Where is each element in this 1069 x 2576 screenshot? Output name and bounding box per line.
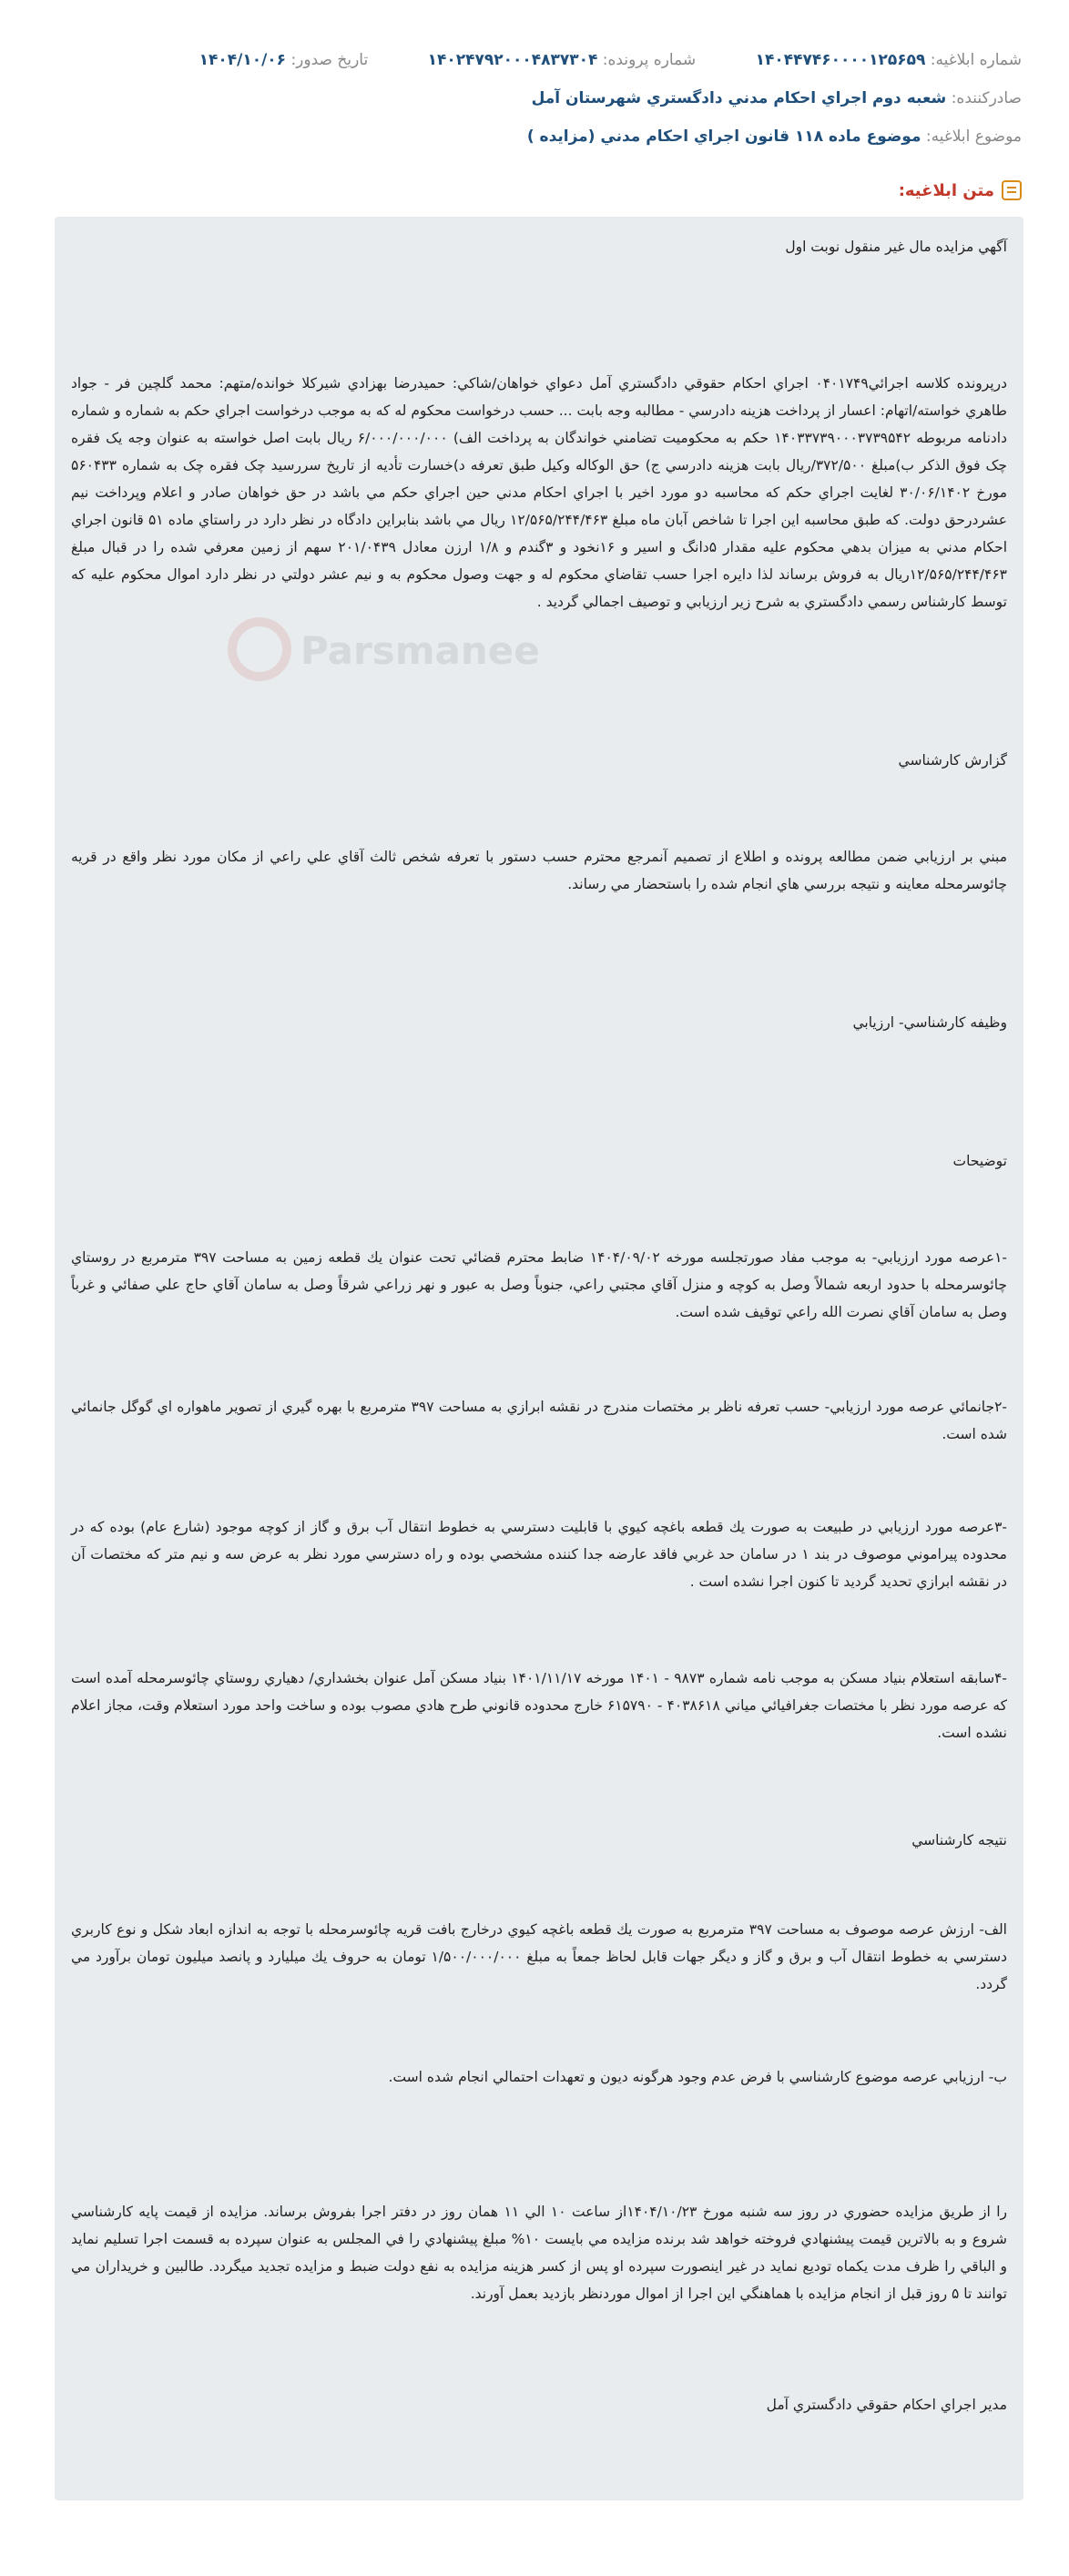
issue-date-group <box>199 51 369 69</box>
paragraph-case-details: درپرونده كلاسه اجرائي۰۴۰۱۷۴۹ اجراي احكام حقوقي دادگستري آمل دعواي خواهان/شاكي: حميدرضا بهزادي شيركلا خوانده/متهم: محمد گلچين فر - جواد طاهري خواسته/اتهام: اعسار از پرداخت هزينه دادرسي - مطالبه وجه بابت ... حسب درخواست محكوم له كه به موجب درخواست اجراي حكم به شماره و شماره دادنامه مربوطه ۱۴۰۳۳۷۳۹۰۰۰۳۷۳۹۵۴۲ حكم به محكوميت تضامني خواندگان به پرداخت الف) ۶/۰۰۰/۰۰۰/۰۰۰ ريال بابت اصل خواسته به عنوان وجه يک فقره چک فوق الذکر ب)مبلغ ۳۷۲/۵۰۰/ريال بابت هزينه دادرسي ج) حق الوكاله وكيل طبق تعرفه د)خسارت تأديه از تاريخ سررسيد چک فقره چک به شماره ۵۶۰۴۳۳ مورخ ۳۰/۰۶/۱۴۰۲ لغايت اجراي حكم كه محاسبه دو مورد اخير با اجراي احكام مدني حين اجراي حكم مي باشد در حق خواهان صادر و اعلام وپرداخت نيم عشردرحق دولت. كه طبق محاسبه اين اجرا تا شاخص آبان ماه مبلغ ۱۲/۵۶۵/۲۴۴/۴۶۳ ريال مي باشد بنابراين دادگاه در نظر دارد در راستاي ماده ۵۱ قانون اجراي احكام مدني به ميزان بدهي محكوم عليه مقدار ۵دانگ و اسير و ۱۶نخود و ۳گندم و ۱/۸ ارزن معادل ۲۰۱/۰۴۳۹ سهم از زمين معرفي شده را در قبال مبلغ ۱۲/۵۶۵/۲۴۴/۴۶۳ريال به فروش برساند لذا دايره اجرا حسب تقاضاي محكوم له و جهت وصول محكوم به و نيم عشر دولتي در نظر دارد اموال محكوم عليه كه توسط كارشناس رسمي دادگستري به شرح زير ارزيابي و توصيف اجمالي گرديد . <box>71 375 1008 610</box>
paragraph-item-4: -۴سابقه استعلام بنياد مسكن به موجب نامه شماره ۹۸۷۳ - ۱۴۰۱ مورخه ۱۴۰۱/۱۱/۱۷ بنياد مسكن آمل عنوان بخشداري/ دهياري روستاي چائوسرمحله آمده است كه عرصه مورد نظر با مختصات جغرافيائي مياني ۴۰۳۸۶۱۸ - ۶۱۵۷۹۰ خارج محدوده قانوني طرح هادي مصوب بوده و ساخت واحد مورد استعلام وقت، مجاز اعلام نشده است. <box>71 1670 1008 1741</box>
heading-expert-report: گزارش كارشناسي <box>898 752 1007 769</box>
issue-date-label: تاريخ صدور: <box>290 51 369 69</box>
issuer: شعبه دوم اجراي احكام مدني دادگستري شهرستان آمل <box>531 89 947 107</box>
body-section-title <box>899 180 1022 200</box>
issue-date: ۱۴۰۴/۱۰/۰۶ <box>199 51 287 69</box>
watermark-circle-icon <box>228 617 291 681</box>
notice-number: ۱۴۰۴۴۷۴۶۰۰۰۰۱۲۵۶۵۹ <box>755 51 926 69</box>
paragraph-result-a: الف- ارزش عرصه موصوف به مساحت ۳۹۷ مترمربع به صورت يك قطعه باغچه كيوي درخارج بافت قريه چائوسرمحله با توجه به اندازه ابعاد شكل و نوع كاربري دسترسي به خطوط انتقال آب و برق و گاز و ديگر جهات قابل لحاظ جمعاً به مبلغ ۱/۵۰۰/۰۰۰/۰۰۰ تومان به حروف يك ميليارد و پانصد ميليون تومان برآورد مي گردد. <box>71 1921 1007 1992</box>
paragraph-item-3: -۳عرصه مورد ارزيابي در طبيعت به صورت يك قطعه باغچه كيوي با قابليت دسترسي به خطوط انتقال آب برق و گاز از كوچه موجود (شارع عام) بوده كه در محدوده پيراموني موصوف در بند ۱ در سامان حد غربي فاقد عارضه جدا كننده مشخصي بوده و راه دسترسي مورد نظر به عرض سه و نيم متر كه مختصات آن در نقشه ابرازي تحديد گرديد تا كنون اجرا نشده است . <box>71 1519 1007 1590</box>
case-number: ۱۴۰۲۴۷۹۲۰۰۰۴۸۳۷۳۰۴ <box>427 51 598 69</box>
paragraph-expert-intro: مبني بر ارزيابي ضمن مطالعه پرونده و اطلاع از تصميم آنمرجع محترم حسب دستور با تعرفه شخص ثالث آقاي علي راعي از مكان مورد نظر واقع در قريه چائوسرمحله معاينه و نتيجه بررسي هاي انجام شده را باستحضار مي رساند. <box>71 849 1007 892</box>
subject-label: موضوع ابلاغيه: <box>925 127 1022 146</box>
paragraph-auction-terms: را از طريق مزايده حضوري در روز سه شنبه مورخ ۱۴۰۴/۱۰/۲۳از ساعت ۱۰ الي ۱۱ همان روز در دفتر اجرا بفروش برساند. مزايده از قيمت پايه كارشناسي شروع و به بالاترين قيمت پيشنهادي فروخته خواهد شد برنده مزايده مي بايست ۱۰% مبلغ پيشنهادي را في المجلس به عنوان سپرده به قسمت اجرا تسليم نمايد و الباقي را ظرف مدت يكماه توديع نمايد در غير اينصورت سپرده او پس از كسر هزينه مزايده به نفع دولت ضبط و مزايده تجديد ميگردد. طالبين و خريداران مي توانند تا ۵ روز قبل از انجام مزايده با هماهنگي اين اجرا از اموال موردنظر بازديد بعمل آورند. <box>71 2204 1007 2302</box>
case-number-label: شماره پرونده: <box>602 51 697 69</box>
signature-line: مدير اجراي احكام حقوقي دادگستري آمل <box>766 2397 1007 2413</box>
watermark-text: Parsmanee <box>300 628 540 673</box>
meta-row-subject <box>47 127 1022 146</box>
meta-row-numbers <box>47 51 1022 69</box>
heading-descriptions: توضيحات <box>952 1153 1007 1169</box>
subject: موضوع ماده ۱۱۸ قانون اجراي احكام مدني (مزايده ) <box>526 127 921 146</box>
meta-row-issuer <box>47 89 1022 107</box>
heading-expert-result: نتيجه كارشناسي <box>911 1832 1007 1848</box>
notice-body-box <box>55 217 1023 2500</box>
heading-expert-task: وظيفه كارشناسي- ارزيابي <box>852 1014 1007 1031</box>
document-icon <box>1002 180 1022 200</box>
body-title-text: متن ابلاغيه: <box>898 180 994 200</box>
watermark-logo <box>228 617 540 690</box>
paragraph-item-1: -۱عرصه مورد ارزيابي- به موجب مفاد صورتجلسه مورخه ۱۴۰۴/۰۹/۰۲ ضابط محترم قضائي تحت عنوان يك قطعه زمين به مساحت ۳۹۷ مترمربع در روستاي چائوسرمحله با حدود اربعه شمالاً وصل به كوچه و منزل آقاي مجتبي راعي، جنوباً وصل به عبور و نهر زراعي شرقاً وصل به سامان آقاي حاج علي صفائي و غرباً وصل به سامان آقاي نصرت الله راعي توقيف شده است. <box>71 1249 1007 1320</box>
paragraph-item-2: -۲جانمائي عرصه مورد ارزيابي- حسب تعرفه ناظر بر مختصات مندرج در نقشه ابرازي به مساحت ۳۹۷ مترمربع با بهره گيري از تصوير ماهواره اي گوگل جانمائي شده است. <box>71 1399 1007 1442</box>
case-number-group <box>428 51 697 69</box>
notice-number-label: شماره ابلاغيه: <box>930 51 1022 69</box>
notice-number-group <box>756 51 1022 69</box>
notice-heading: آگهي مزايده مال غير منقول نوبت اول <box>785 239 1007 255</box>
paragraph-result-b: ب- ارزيابي عرصه موضوع كارشناسي با فرض عدم وجود هرگونه ديون و تعهدات احتمالي انجام شده است. <box>388 2069 1007 2085</box>
issuer-label: صادركننده: <box>951 89 1022 107</box>
